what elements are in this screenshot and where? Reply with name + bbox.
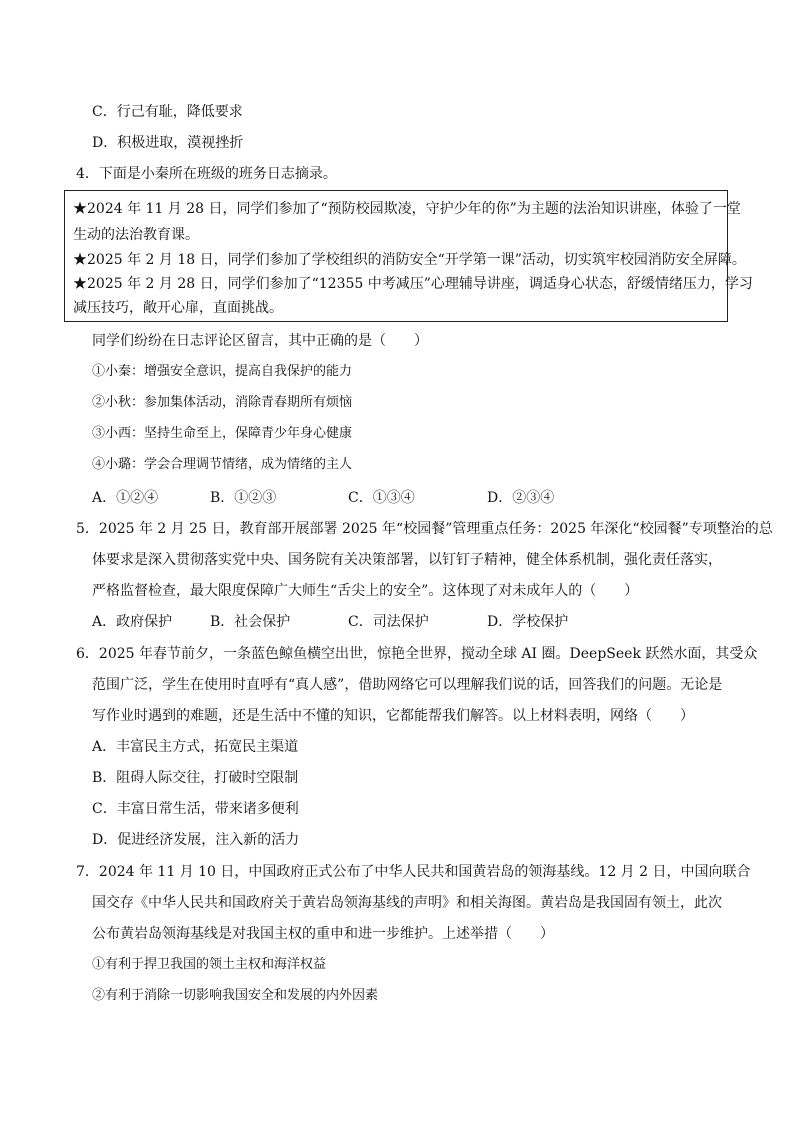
q6-option-d: D．促进经济发展，注入新的活力 (92, 832, 300, 848)
q3-option-c: C．行己有耻，降低要求 (92, 104, 243, 120)
q7-line: 国交存《中华人民共和国政府关于黄岩岛领海基线的声明》和相关海图。黄岩岛是我国固有领土，此次 (92, 895, 722, 911)
q5-option-c: C．司法保护 (348, 614, 429, 630)
q5-option-d: D．学校保护 (487, 614, 569, 630)
q6-option-b: B．阻碍人际交往，打破时空限制 (92, 770, 299, 786)
q6-option-a: A．丰富民主方式，拓宽民主渠道 (92, 739, 299, 755)
q5-line: 严格监督检查，最大限度保障广大师生“舌尖上的安全”。这体现了对未成年人的（ ） (92, 583, 639, 599)
q3-option-d: D．积极进取，漠视挫折 (92, 135, 244, 151)
q6-line: 范围广泛，学生在使用时直呼有“真人感”，借助网络它可以理解我们说的话，回答我们的问题。无论是 (92, 677, 723, 693)
q4-option-b: B．①②③ (210, 490, 277, 506)
q7-line: 公布黄岩岛领海基线是对我国主权的重申和进一步维护。上述举措（ ） (92, 926, 554, 942)
q4-statement: ④小璐：学会合理调节情绪，成为情绪的主人 (92, 457, 353, 472)
q4-option-c: C．①③④ (348, 490, 415, 506)
q4-log-line: 减压技巧，敞开心扉，直面挑战。 (73, 300, 283, 316)
q4-log-line: 生动的法治教育课。 (73, 227, 199, 243)
q5-line: 5．2025 年 2 月 25 日，教育部开展部署 2025 年“校园餐”管理重点任务：2025 年深化“校园餐”专项整治的总 (76, 521, 773, 537)
q6-option-c: C．丰富日常生活，带来诸多便利 (92, 801, 299, 817)
q4-stem: 4．下面是小秦所在班级的班务日志摘录。 (76, 166, 337, 182)
q4-question: 同学们纷纷在日志评论区留言，其中正确的是（ ） (92, 333, 428, 349)
q4-statement: ②小秋：参加集体活动，消除青春期所有烦恼 (92, 395, 353, 410)
q7-statement: ①有利于捍卫我国的领土主权和海洋权益 (92, 957, 327, 972)
q4-statement: ③小西：坚持生命至上，保障青少年身心健康 (92, 426, 353, 441)
q4-log-line: ★2024 年 11 月 28 日，同学们参加了“预防校园欺凌，守护少年的你”为主题的法治知识讲座，体验了一堂 (73, 201, 741, 217)
q4-log-line: ★2025 年 2 月 18 日，同学们参加了学校组织的消防安全“开学第一课”活动，切实筑牢校园消防安全屏障。 (73, 252, 746, 268)
q5-line: 体要求是深入贯彻落实党中央、国务院有关决策部署，以钉钉子精神，健全体系机制，强化责任落实， (92, 552, 722, 568)
q5-option-b: B．社会保护 (210, 614, 291, 630)
q6-line: 6．2025 年春节前夕，一条蓝色鲸鱼横空出世，惊艳全世界，搅动全球 AI 圈。DeepSeek 跃然水面，其受众 (76, 646, 758, 662)
q4-log-line: ★2025 年 2 月 28 日，同学们参加了“12355 中考减压”心理辅导讲座，调适身心状态，舒缓情绪压力，学习 (73, 276, 753, 292)
q7-statement: ②有利于消除一切影响我国安全和发展的内外因素 (92, 988, 379, 1003)
q6-line: 写作业时遇到的难题，还是生活中不懂的知识，它都能帮我们解答。以上材料表明，网络（ ） (92, 708, 694, 724)
q5-option-a: A．政府保护 (92, 614, 173, 630)
q4-option-d: D．②③④ (487, 490, 555, 506)
q4-statement: ①小秦：增强安全意识，提高自我保护的能力 (92, 364, 353, 379)
q7-line: 7．2024 年 11 月 10 日，中国政府正式公布了中华人民共和国黄岩岛的领海基线。12 月 2 日，中国向联合 (76, 864, 751, 880)
q4-log-box (64, 190, 753, 322)
q4-option-a: A．①②④ (92, 490, 159, 506)
